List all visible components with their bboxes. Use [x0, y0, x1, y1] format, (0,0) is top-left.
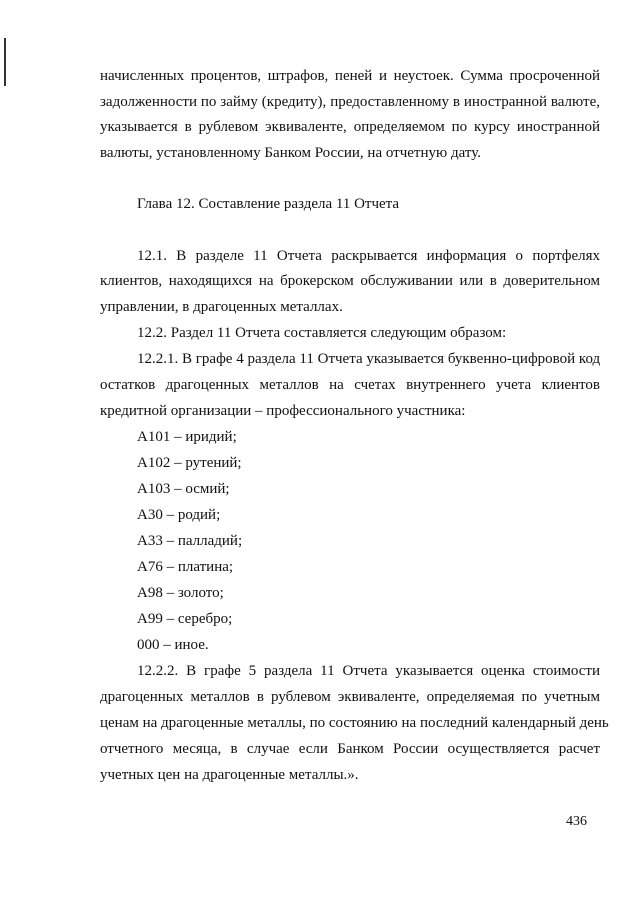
list-item: 000 – иное.: [137, 637, 209, 653]
paragraph-line: клиентов, находящихся на брокерском обслуживании или в доверительном: [100, 273, 600, 289]
list-item: А98 – золото;: [137, 585, 224, 601]
paragraph-line: указывается в рублевом эквиваленте, определяемом по курсу иностранной: [100, 119, 600, 135]
paragraph-line: отчетного месяца, в случае если Банком России осуществляется расчет: [100, 741, 600, 757]
paragraph-line: валюты, установленному Банком России, на отчетную дату.: [100, 145, 481, 161]
paragraph-line: 12.2.1. В графе 4 раздела 11 Отчета указывается буквенно-цифровой код: [137, 351, 601, 367]
paragraph-line: 12.1. В разделе 11 Отчета раскрывается информация о портфелях: [137, 248, 600, 264]
paragraph-line: 12.2.2. В графе 5 раздела 11 Отчета указывается оценка стоимости: [137, 663, 600, 679]
paragraph-line: ценам на драгоценные металлы, по состоянию на последний календарный день: [100, 715, 609, 731]
list-item: А103 – осмий;: [137, 481, 230, 497]
chapter-heading: Глава 12. Составление раздела 11 Отчета: [137, 196, 400, 212]
list-item: А30 – родий;: [137, 507, 221, 523]
paragraph-line: задолженности по займу (кредиту), предоставленному в иностранной валюте,: [100, 94, 600, 110]
list-item: А99 – серебро;: [137, 611, 233, 627]
paragraph-line: начисленных процентов, штрафов, пеней и неустоек. Сумма просроченной: [100, 68, 600, 84]
paragraph-line: остатков драгоценных металлов на счетах внутреннего учета клиентов: [100, 377, 600, 393]
list-item: А101 – иридий;: [137, 429, 237, 445]
paragraph-line: кредитной организации – профессионального участника:: [100, 403, 466, 419]
paragraph-line: драгоценных металлов в рублевом эквиваленте, определяемая по учетным: [100, 689, 600, 705]
list-item: А76 – платина;: [137, 559, 234, 575]
page-number: 436: [566, 814, 587, 829]
paragraph-line: управлении, в драгоценных металлах.: [100, 299, 343, 315]
margin-bar: [4, 38, 6, 86]
list-item: А33 – палладий;: [137, 533, 243, 549]
paragraph-line: 12.2. Раздел 11 Отчета составляется следующим образом:: [137, 325, 507, 341]
list-item: А102 – рутений;: [137, 455, 242, 471]
paragraph-line: учетных цен на драгоценные металлы.».: [100, 767, 359, 783]
